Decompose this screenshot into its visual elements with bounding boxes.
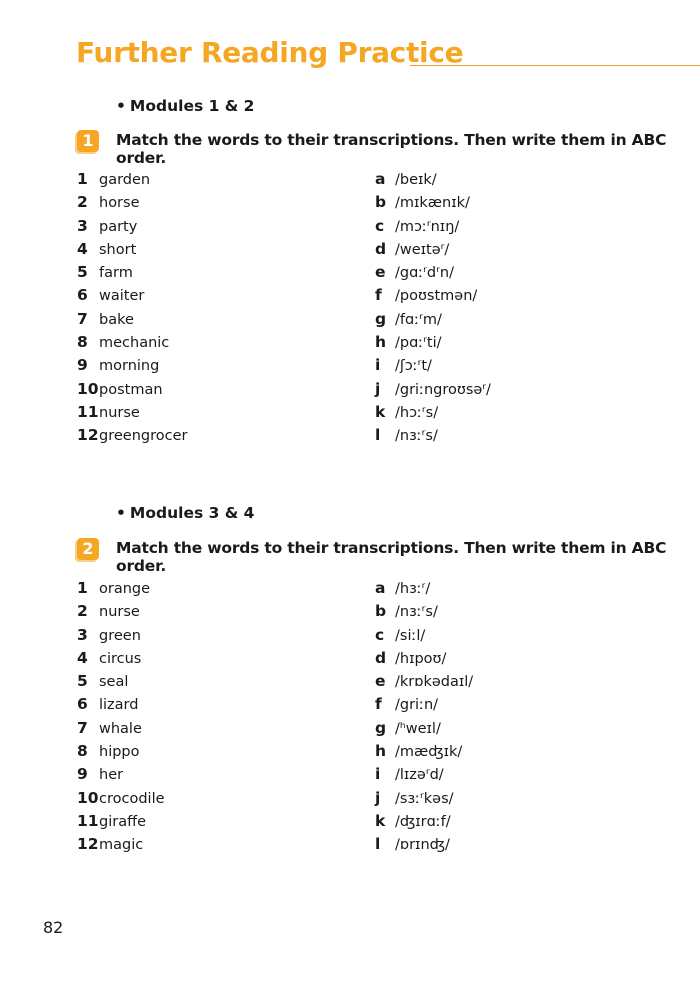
word-item [77, 810, 165, 833]
item-number: 1 [77, 170, 88, 188]
item-number: 3 [77, 625, 88, 644]
word-text: morning [99, 358, 160, 375]
item-letter: l [375, 426, 381, 445]
word-text: mechanic [99, 335, 170, 352]
item-number: 1 [77, 579, 88, 597]
transcription-item [375, 647, 473, 670]
word-text: lizard [99, 697, 139, 714]
word-item [77, 670, 165, 693]
transcription-item [375, 693, 473, 716]
word-text: waiter [99, 288, 145, 305]
transcription-item [375, 331, 491, 354]
word-text: green [99, 627, 141, 644]
word-list [77, 168, 187, 448]
transcription-item [375, 354, 491, 377]
word-item [77, 168, 187, 191]
word-text: horse [99, 195, 140, 212]
transcription-text: /hɔːʳs/ [395, 404, 439, 421]
transcription-text: /fɑːʳm/ [395, 311, 442, 328]
item-letter: g [375, 309, 387, 328]
item-letter: j [375, 379, 381, 398]
item-number: 10 [77, 788, 99, 807]
item-number: 3 [77, 216, 88, 235]
item-letter: f [375, 286, 382, 305]
transcription-item [375, 168, 491, 191]
word-item [77, 577, 165, 600]
transcription-list [375, 577, 473, 857]
exercise-number-badge: 1 [77, 130, 99, 152]
transcription-text: /hɜːʳ/ [395, 581, 431, 597]
transcription-text: /nɜːʳs/ [395, 428, 438, 445]
transcription-item [375, 238, 491, 261]
word-text: crocodile [99, 790, 165, 807]
item-number: 8 [77, 742, 88, 761]
transcription-item [375, 600, 473, 623]
word-item [77, 215, 187, 238]
transcription-item [375, 424, 491, 447]
transcription-text: /nɜːʳs/ [395, 604, 438, 621]
word-text: giraffe [99, 813, 146, 830]
transcription-item [375, 833, 473, 856]
transcription-text: /griːn/ [395, 697, 439, 714]
word-item [77, 424, 187, 447]
transcription-text: /sɜːʳkəs/ [395, 790, 454, 807]
exercise-number-badge: 2 [77, 538, 99, 560]
word-text: short [99, 241, 137, 258]
transcription-text: /ɒrɪnʤ/ [395, 837, 450, 854]
transcription-list [375, 168, 491, 448]
item-number: 6 [77, 286, 88, 305]
item-letter: b [375, 193, 387, 212]
word-item [77, 600, 165, 623]
item-letter: d [375, 648, 387, 667]
transcription-text: /weɪtəʳ/ [395, 241, 450, 258]
module-heading [116, 504, 254, 522]
transcription-text: /mɔːʳnɪŋ/ [395, 218, 460, 235]
transcription-text: /ʤɪrɑːf/ [395, 813, 451, 830]
word-text: circus [99, 650, 142, 667]
module-heading [116, 97, 254, 115]
word-item [77, 378, 187, 401]
item-number: 4 [77, 239, 88, 258]
item-letter: h [375, 333, 387, 352]
transcription-text: /griːngroʊsəʳ/ [395, 381, 491, 398]
word-text: party [99, 218, 138, 235]
transcription-item [375, 810, 473, 833]
transcription-text: /ʃɔːʳt/ [395, 358, 432, 375]
word-text: garden [99, 172, 151, 188]
word-item [77, 261, 187, 284]
word-item [77, 284, 187, 307]
item-number: 9 [77, 356, 88, 375]
word-item [77, 191, 187, 214]
item-letter: i [375, 765, 381, 784]
word-text: orange [99, 581, 151, 597]
item-letter: a [375, 170, 386, 188]
item-letter: j [375, 788, 381, 807]
transcription-item [375, 787, 473, 810]
item-number: 12 [77, 426, 99, 445]
item-letter: e [375, 263, 386, 282]
transcription-item [375, 401, 491, 424]
word-item [77, 763, 165, 786]
transcription-text: /ʰweɪl/ [395, 720, 441, 737]
item-number: 2 [77, 602, 88, 621]
transcription-item [375, 624, 473, 647]
item-letter: i [375, 356, 381, 375]
item-number: 8 [77, 333, 88, 352]
transcription-item [375, 740, 473, 763]
word-item [77, 624, 165, 647]
item-letter: a [375, 579, 386, 597]
word-item [77, 331, 187, 354]
word-item [77, 401, 187, 424]
item-number: 5 [77, 672, 88, 691]
item-letter: l [375, 835, 381, 854]
page-number: 82 [43, 918, 64, 937]
word-text: nurse [99, 604, 140, 621]
word-list [77, 577, 165, 857]
transcription-text: /siːl/ [395, 627, 426, 644]
transcription-item [375, 261, 491, 284]
transcription-text: /pɑːʳti/ [395, 335, 442, 352]
transcription-text: /lɪzəʳd/ [395, 767, 444, 784]
item-letter: c [375, 625, 385, 644]
word-item [77, 833, 165, 856]
item-number: 7 [77, 309, 88, 328]
word-item [77, 740, 165, 763]
transcription-item [375, 717, 473, 740]
word-text: greengrocer [99, 428, 188, 445]
item-number: 2 [77, 193, 88, 212]
item-number: 9 [77, 765, 88, 784]
transcription-text: /beɪk/ [395, 172, 437, 188]
word-item [77, 717, 165, 740]
transcription-item [375, 191, 491, 214]
transcription-item [375, 763, 473, 786]
item-letter: k [375, 402, 386, 421]
item-letter: e [375, 672, 386, 691]
item-number: 12 [77, 835, 99, 854]
word-text: farm [99, 265, 133, 282]
word-item [77, 693, 165, 716]
word-text: hippo [99, 744, 140, 761]
item-letter: k [375, 811, 386, 830]
page-title: Further Reading Practice [76, 36, 464, 69]
word-text: nurse [99, 404, 140, 421]
transcription-item [375, 378, 491, 401]
word-item [77, 647, 165, 670]
transcription-text: /poʊstmən/ [395, 288, 478, 305]
word-text: postman [99, 381, 163, 398]
word-item [77, 308, 187, 331]
transcription-item [375, 284, 491, 307]
module-label: Modules 3 & 4 [129, 504, 255, 522]
item-letter: c [375, 216, 385, 235]
item-letter: h [375, 742, 387, 761]
transcription-item [375, 308, 491, 331]
word-text: seal [99, 674, 129, 691]
word-text: her [99, 767, 124, 784]
item-number: 4 [77, 648, 88, 667]
bullet-icon: • [116, 97, 126, 115]
item-number: 11 [77, 811, 99, 830]
word-item [77, 787, 165, 810]
exercise-instruction: Match the words to their transcriptions. Then write them in ABC order. [116, 539, 667, 575]
word-text: whale [99, 720, 142, 737]
transcription-text: /krɒkədaɪl/ [395, 674, 474, 691]
transcription-item [375, 670, 473, 693]
word-item [77, 238, 187, 261]
item-number: 5 [77, 263, 88, 282]
item-letter: d [375, 239, 387, 258]
bullet-icon: • [116, 504, 126, 522]
item-letter: b [375, 602, 387, 621]
item-letter: g [375, 718, 387, 737]
word-text: bake [99, 311, 134, 328]
transcription-text: /mæʤɪk/ [395, 744, 463, 761]
module-label: Modules 1 & 2 [129, 97, 255, 115]
item-number: 11 [77, 402, 99, 421]
item-number: 6 [77, 695, 88, 714]
transcription-text: /mɪkænɪk/ [395, 195, 470, 212]
title-rule [410, 65, 700, 66]
word-item [77, 354, 187, 377]
transcription-item [375, 215, 491, 238]
transcription-text: /hɪpoʊ/ [395, 650, 447, 667]
transcription-text: /gɑːʳdʳn/ [395, 265, 454, 282]
item-letter: f [375, 695, 382, 714]
item-number: 7 [77, 718, 88, 737]
word-text: magic [99, 837, 144, 854]
item-number: 10 [77, 379, 99, 398]
exercise-instruction: Match the words to their transcriptions. Then write them in ABC order. [116, 131, 667, 167]
transcription-item [375, 577, 473, 600]
